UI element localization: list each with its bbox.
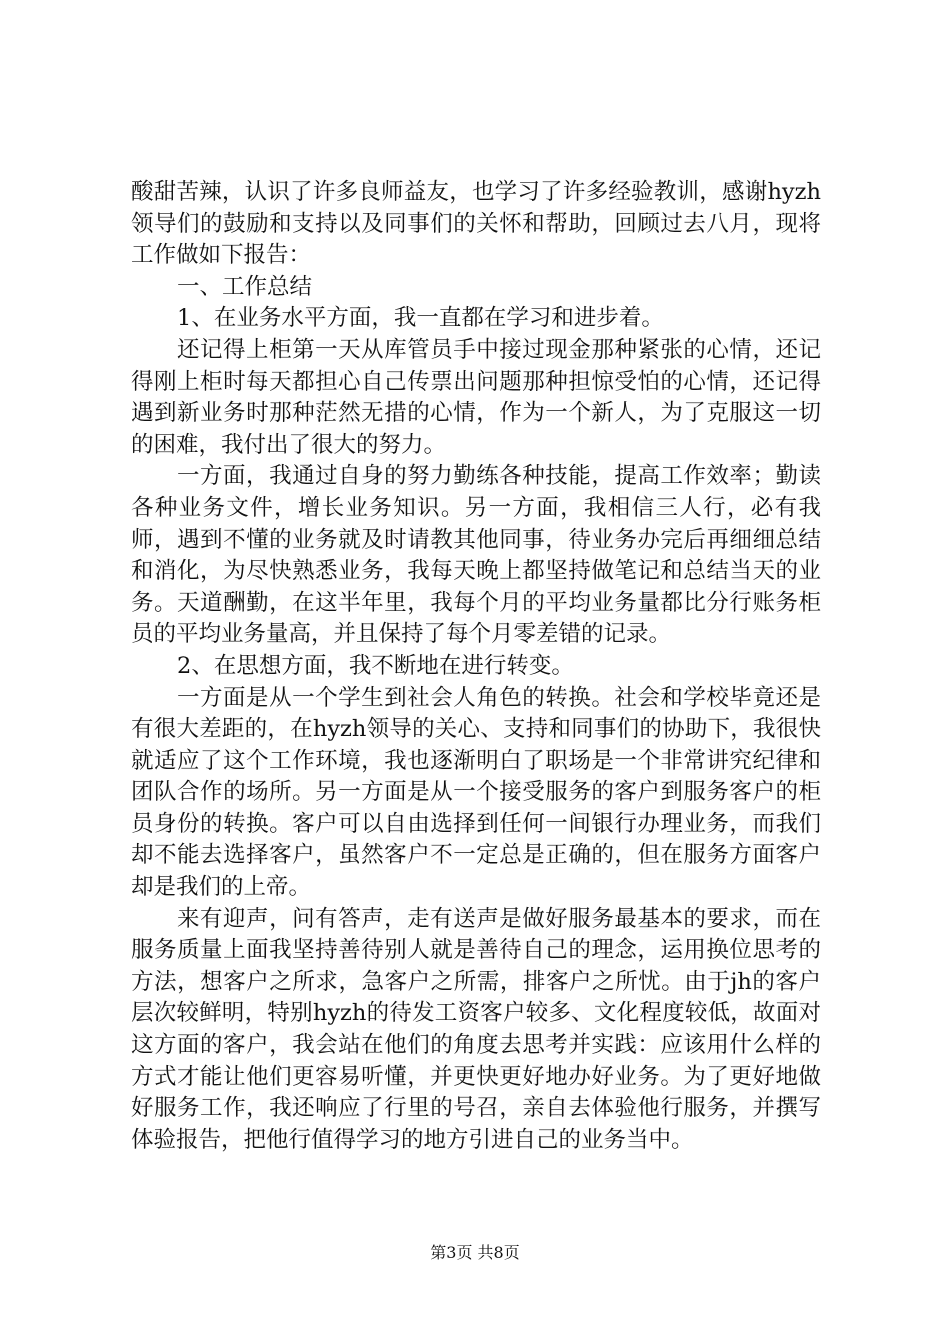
paragraph: 来有迎声，问有答声，走有送声是做好服务最基本的要求，而在服务质量上面我坚持善待别人就是善待自己的理念，运用换位思考的方法，想客户之所求，急客户之所需，排客户之所忧。由于jh的客户层次较鲜明，特别hyzh的待发工资客户较多、文化程度较低，故面对这方面的客户，我会站在他们的角度去思考并实践：应该用什么样的方式才能让他们更容易听懂，并更快更好地办好业务。为了更好地做好服务工作，我还响应了行里的号召，亲自去体验他行服务，并撰写体验报告，把他行值得学习的地方引进自己的业务当中。 (131, 905, 821, 1153)
subsection-heading: 1、在业务水平方面，我一直都在学习和进步着。 (177, 305, 664, 332)
section-heading: 一、工作总结 (177, 273, 313, 300)
paragraph: 一方面是从一个学生到社会人角色的转换。社会和学校毕竟还是有很大差距的，在hyzh领导的关心、支持和同事们的协助下，我很快就适应了这个工作环境，我也逐渐明白了职场是一个非常讲究纪律和团队合作的场所。另一方面是从一个接受服务的客户到服务客户的柜员身份的转换。客户可以自由选择到任何一间银行办理业务，而我们却不能去选择客户，虽然客户不一定总是正确的，但在服务方面客户却是我们的上帝。 (131, 684, 821, 901)
subsection-heading: 2、在思想方面，我不断地在进行转变。 (177, 652, 574, 679)
paragraph: 酸甜苦辣，认识了许多良师益友，也学习了许多经验教训，感谢hyzh领导们的鼓励和支持以及同事们的关怀和帮助，回顾过去八月，现将工作做如下报告： (131, 179, 821, 269)
page-footer: 第3页 共8页 (430, 1243, 520, 1262)
paragraph: 一方面，我通过自身的努力勤练各种技能，提高工作效率；勤读各种业务文件，增长业务知识。另一方面，我相信三人行，必有我师，遇到不懂的业务就及时请教其他同事，待业务办完后再细细总结和消化，为尽快熟悉业务，我每天晚上都坚持做笔记和总结当天的业务。天道酬勤，在这半年里，我每个月的平均业务量都比分行账务柜员的平均业务量高，并且保持了每个月零差错的记录。 (131, 463, 821, 648)
paragraph: 还记得上柜第一天从库管员手中接过现金那种紧张的心情，还记得刚上柜时每天都担心自己传票出问题那种担惊受怕的心情，还记得遇到新业务时那种茫然无措的心情，作为一个新人，为了克服这一切的困难，我付出了很大的努力。 (131, 336, 821, 458)
document-body (131, 177, 821, 1156)
